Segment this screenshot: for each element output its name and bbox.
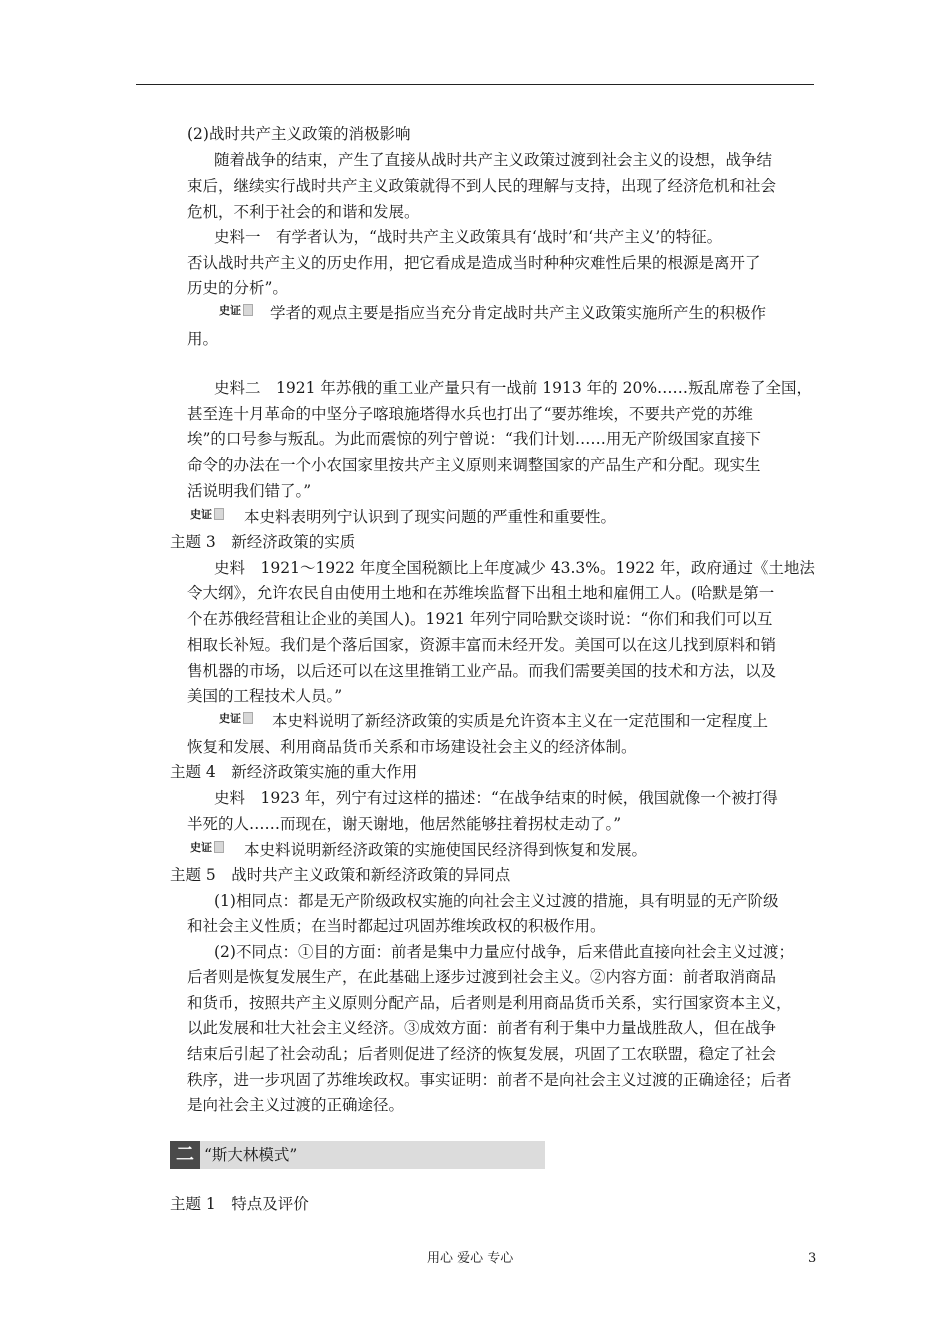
arrow-box-icon <box>243 304 253 316</box>
paragraph-line: 以此发展和壮大社会主义经济。③成效方面：前者有利于集中力量战胜敌人，但在战争 <box>187 1019 777 1037</box>
paragraph-line: 活说明我们错了。” <box>187 482 312 500</box>
paragraph-line: 本史料表明列宁认识到了现实问题的严重性和重要性。 <box>244 508 617 526</box>
paragraph-line: 甚至连十月革命的中坚分子喀琅施塔得水兵也打出了“要苏维埃，不要共产党的苏维 <box>187 405 753 423</box>
paragraph-line: 秩序，进一步巩固了苏维埃政权。事实证明：前者不是向社会主义过渡的正确途径；后者 <box>187 1071 792 1089</box>
paragraph-line: 危机，不利于社会的和谐和发展。 <box>187 203 420 221</box>
evidence-badge: 史证 <box>219 712 253 726</box>
paragraph-line: 埃”的口号参与叛乱。为此而震惊的列宁曾说：“我们计划……用无产阶级国家直接下 <box>187 430 761 448</box>
paragraph-line: 史料二 1921 年苏俄的重工业产量只有一战前 1913 年的 20%……叛乱席卷了全国， <box>214 379 813 397</box>
paragraph-line: 和货币，按照共产主义原则分配产品，后者则是利用商品货币关系，实行国家资本主义， <box>187 994 792 1012</box>
topic-heading: 主题 5 战时共产主义政策和新经济政策的异同点 <box>170 866 511 884</box>
page-number: 3 <box>808 1251 817 1266</box>
subheading: (2)战时共产主义政策的消极影响 <box>187 125 411 143</box>
topic-heading: 主题 3 新经济政策的实质 <box>170 533 356 551</box>
section-header-bar <box>170 1141 545 1169</box>
paragraph-line: 学者的观点主要是指应当充分肯定战时共产主义政策实施所产生的积极作 <box>270 304 767 322</box>
header-rule <box>136 84 814 85</box>
paragraph-line: 是向社会主义过渡的正确途径。 <box>187 1096 405 1114</box>
arrow-box-icon <box>243 712 253 724</box>
paragraph-line: 后者则是恢复发展生产，在此基础上逐步过渡到社会主义。②内容方面：前者取消商品 <box>187 968 777 986</box>
paragraph-line: 令大纲》，允许农民自由使用土地和在苏维埃监督下出租土地和雇佣工人。(哈默是第一 <box>187 584 775 602</box>
paragraph-line: 和社会主义性质；在当时都起过巩固苏维埃政权的积极作用。 <box>187 917 606 935</box>
paragraph-line: 个在苏俄经营租让企业的美国人)。1921 年列宁同哈默交谈时说：“你们和我们可以互 <box>187 610 773 628</box>
evidence-badge: 史证 <box>190 841 224 855</box>
paragraph-line: 史料 1921～1922 年度全国税额比上年度减少 43.3%。1922 年，政府通过《土地法 <box>214 559 815 577</box>
evidence-badge: 史证 <box>219 304 253 318</box>
arrow-box-icon <box>214 508 224 520</box>
paragraph-line: (2)不同点：①目的方面：前者是集中力量应付战争，后来借此直接向社会主义过渡； <box>214 943 794 961</box>
paragraph-line: 本史料说明新经济政策的实施使国民经济得到恢复和发展。 <box>244 841 648 859</box>
evidence-badge: 史证 <box>190 508 224 522</box>
topic-heading: 主题 1 特点及评价 <box>170 1195 309 1213</box>
paragraph-line: (1)相同点：都是无产阶级政权实施的向社会主义过渡的措施，具有明显的无产阶级 <box>214 892 779 910</box>
section-number: 二 <box>170 1141 200 1169</box>
paragraph-line: 相取长补短。我们是个落后国家，资源丰富而未经开发。美国可以在这儿找到原料和销 <box>187 636 777 654</box>
paragraph-line: 美国的工程技术人员。” <box>187 687 343 705</box>
paragraph-line: 束后，继续实行战时共产主义政策就得不到人民的理解与支持，出现了经济危机和社会 <box>187 177 777 195</box>
paragraph-line: 恢复和发展、利用商品货币关系和市场建设社会主义的经济体制。 <box>187 738 637 756</box>
paragraph-line: 随着战争的结束，产生了直接从战时共产主义政策过渡到社会主义的设想，战争结 <box>214 151 773 169</box>
paragraph-line: 售机器的市场，以后还可以在这里推销工业产品。而我们需要美国的技术和方法，以及 <box>187 662 777 680</box>
paragraph-line: 用。 <box>187 330 219 348</box>
topic-heading: 主题 4 新经济政策实施的重大作用 <box>170 763 418 781</box>
section-title: “斯大林模式” <box>204 1146 298 1164</box>
paragraph-line: 半死的人……而现在，谢天谢地，他居然能够拄着拐杖走动了。” <box>187 815 622 833</box>
paragraph-line: 历史的分析”。 <box>187 279 288 297</box>
arrow-box-icon <box>214 841 224 853</box>
paragraph-line: 结束后引起了社会动乱；后者则促进了经济的恢复发展，巩固了工农联盟，稳定了社会 <box>187 1045 777 1063</box>
footer-text: 用心 爱心 专心 <box>427 1251 514 1266</box>
paragraph-line: 史料 1923 年，列宁有过这样的描述：“在战争结束的时候，俄国就像一个被打得 <box>214 789 778 807</box>
paragraph-line: 否认战时共产主义的历史作用，把它看成是造成当时种种灾难性后果的根源是离开了 <box>187 254 761 272</box>
paragraph-line: 本史料说明了新经济政策的实质是允许资本主义在一定范围和一定程度上 <box>272 712 769 730</box>
paragraph-line: 命令的办法在一个小农国家里按共产主义原则来调整国家的产品生产和分配。现实生 <box>187 456 761 474</box>
paragraph-line: 史料一 有学者认为，“战时共产主义政策具有‘战时’和‘共产主义’的特征。 <box>214 228 723 246</box>
